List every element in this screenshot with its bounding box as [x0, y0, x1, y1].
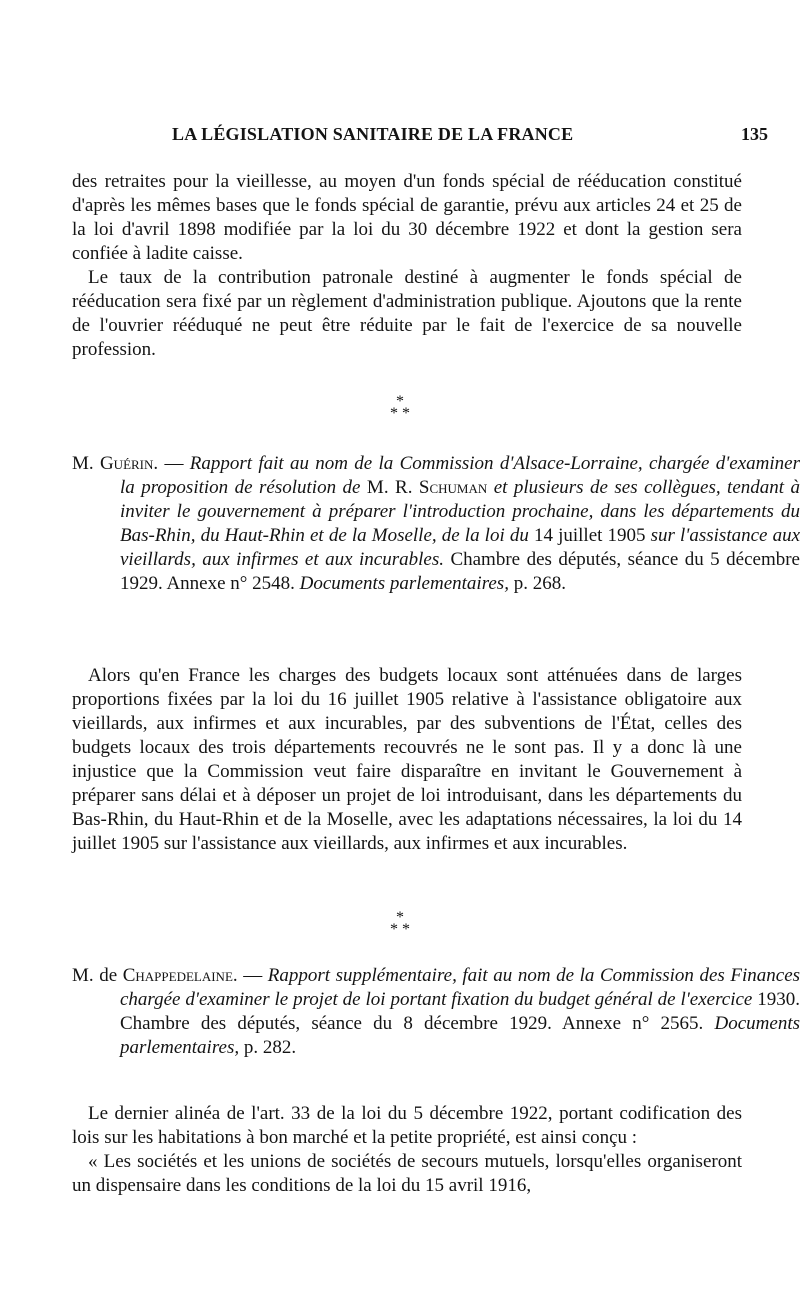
section-separator [380, 909, 420, 938]
ref-author: Guérin [99, 453, 154, 474]
paragraph: Le dernier alinéa de l'art. 33 de la loi du 5 décembre 1922, portant codification des lois sur les habitations à bon marché et la petite propriété, est ainsi conçu : [72, 1103, 742, 1148]
ref-law-date: 14 juillet 1905 [533, 525, 646, 546]
ref-publication: Documents parlementaires, [299, 573, 509, 594]
ref-person: M. R. Schuman [366, 477, 488, 498]
separator-star: * [396, 393, 404, 410]
ref-page: p. 268. [508, 573, 566, 594]
ref-title: Rapport supplémentaire, fait au nom de la Commission des Finances chargée d'examiner le projet de loi portant fixation du budget général de l'exercice [120, 965, 800, 1010]
section-assistance [72, 664, 742, 856]
ref-prefix: M. de [72, 965, 123, 986]
ref-dash: . — [153, 453, 190, 474]
ref-year: 1930. [752, 989, 800, 1010]
ref-author: Chappedelaine [122, 965, 233, 986]
section-habitations [72, 1102, 742, 1198]
paragraph: Alors qu'en France les charges des budgets locaux sont atténuées dans de larges proportions fixées par la loi du 16 juillet 1905 relative à l'assistance obligatoire aux vieillards, aux infirmes et aux incurables, par des subventions de l'État, celles des budgets locaux des trois départements recouvrés ne le sont pas. Il y a donc là une injustice que la Commission veut faire disparaître en invitant le Gouvernement à préparer sans délai et à déposer un projet de loi introduisant, dans les départements du Bas-Rhin, du Haut-Rhin et de la Moselle, avec les adaptations nécessaires, la loi du 14 juillet 1905 sur l'assistance aux vieillards, aux infirmes et aux incurables. [72, 665, 742, 854]
section-retraites [72, 170, 742, 362]
page-header [72, 120, 772, 150]
section-separator [380, 393, 420, 422]
ref-publication: Documents parlementaires, [120, 1013, 800, 1058]
page-number: 135 [741, 124, 768, 144]
paragraph: Le taux de la contribution patronale destiné à augmenter le fonds spécial de rééducation sera fixé par un règlement d'administration publique. Ajoutons que la rente de l'ouvrier rééduqué ne peut être réduite par le fait de l'exercice de sa nouvelle profession. [72, 267, 742, 360]
separator-star: * [396, 909, 404, 926]
running-title: LA LÉGISLATION SANITAIRE DE LA FRANCE [172, 124, 574, 144]
ref-title-cont: et plusieurs de ses collègues, tendant à inviter le gouvernement à préparer l'introduction prochaine, dans les départements du Bas-Rhin, du Haut-Rhin et de la Moselle, de la loi du [120, 477, 800, 546]
ref-title: Rapport fait au nom de la Commission d'Alsace-Lorraine, chargée d'examiner la proposition de résolution de [120, 453, 800, 498]
ref-page: p. 282. [239, 1037, 297, 1058]
ref-session: Chambre des députés, séance du 5 décembre 1929. Annexe n° 2548. [120, 549, 800, 594]
ref-dash: . — [232, 965, 268, 986]
separator-stars: * * [390, 405, 410, 422]
ref-prefix: M. [72, 453, 100, 474]
paragraph: des retraites pour la vieillesse, au moyen d'un fonds spécial de rééducation constitué d'après les mêmes bases que le fonds spécial de garantie, prévu aux articles 24 et 25 de la loi d'avril 1898 modifiée par la loi du 30 décembre 1922 et dont la gestion sera confiée à ladite caisse. [72, 171, 742, 264]
ref-session: Chambre des députés, séance du 8 décembre 1929. Annexe n° 2565. [120, 1013, 715, 1034]
ref-title-end: sur l'assistance aux vieillards, aux infirmes et aux incurables. [120, 525, 800, 570]
reference-guerin [72, 452, 800, 596]
separator-stars: * * [390, 921, 410, 938]
paragraph: « Les sociétés et les unions de sociétés de secours mutuels, lorsqu'elles organiseront un dispensaire dans les conditions de la loi du 15 avril 1916, [72, 1151, 742, 1196]
reference-chappedelaine [72, 964, 800, 1060]
